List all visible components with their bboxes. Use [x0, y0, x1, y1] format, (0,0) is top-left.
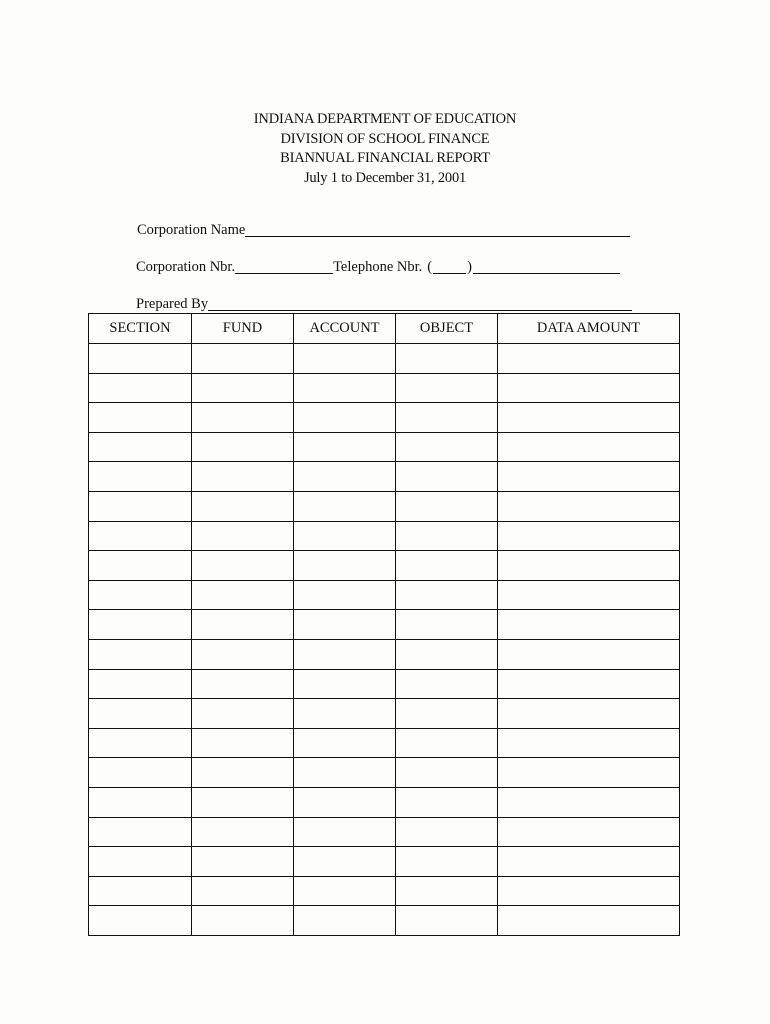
table-cell-data-amount[interactable]: [498, 639, 680, 669]
table-cell-account[interactable]: [294, 847, 396, 877]
table-cell-fund[interactable]: [192, 906, 294, 936]
table-cell-object[interactable]: [396, 521, 498, 551]
table-row: [89, 669, 680, 699]
table-cell-object[interactable]: [396, 639, 498, 669]
table-cell-data-amount[interactable]: [498, 876, 680, 906]
table-row: [89, 551, 680, 581]
table-cell-account[interactable]: [294, 521, 396, 551]
prepared-by-label: Prepared By: [136, 296, 209, 312]
table-cell-object[interactable]: [396, 344, 498, 374]
table-cell-fund[interactable]: [192, 728, 294, 758]
table-cell-account[interactable]: [294, 580, 396, 610]
table-cell-data-amount[interactable]: [498, 758, 680, 788]
table-cell-account[interactable]: [294, 699, 396, 729]
table-cell-object[interactable]: [396, 669, 498, 699]
table-cell-account[interactable]: [294, 373, 396, 403]
table-cell-object[interactable]: [396, 758, 498, 788]
table-cell-fund[interactable]: [192, 847, 294, 877]
table-cell-fund[interactable]: [192, 551, 294, 581]
table-cell-section[interactable]: [89, 521, 192, 551]
header-department: INDIANA DEPARTMENT OF EDUCATION: [253, 111, 517, 127]
column-header-object: OBJECT: [396, 314, 498, 344]
table-row: [89, 344, 680, 374]
table-row: [89, 906, 680, 936]
table-cell-data-amount[interactable]: [498, 610, 680, 640]
table-cell-account[interactable]: [294, 432, 396, 462]
table-cell-account[interactable]: [294, 344, 396, 374]
telephone-open-paren: (: [427, 259, 433, 275]
table-cell-object[interactable]: [396, 876, 498, 906]
table-cell-section[interactable]: [89, 639, 192, 669]
report-table-body: [89, 344, 680, 936]
table-cell-data-amount[interactable]: [498, 432, 680, 462]
table-cell-account[interactable]: [294, 491, 396, 521]
table-cell-object[interactable]: [396, 906, 498, 936]
table-cell-object[interactable]: [396, 551, 498, 581]
table-row: [89, 876, 680, 906]
table-cell-object[interactable]: [396, 491, 498, 521]
table-cell-account[interactable]: [294, 728, 396, 758]
table-row: [89, 373, 680, 403]
table-cell-section[interactable]: [89, 758, 192, 788]
table-cell-fund[interactable]: [192, 610, 294, 640]
table-cell-data-amount[interactable]: [498, 462, 680, 492]
telephone-close-paren: ): [467, 259, 472, 275]
table-row: [89, 403, 680, 433]
prepared-by-blank[interactable]: [208, 296, 632, 311]
table-cell-section[interactable]: [89, 491, 192, 521]
table-cell-data-amount[interactable]: [498, 817, 680, 847]
table-cell-object[interactable]: [396, 787, 498, 817]
table-cell-section[interactable]: [89, 551, 192, 581]
table-cell-data-amount[interactable]: [498, 344, 680, 374]
table-cell-fund[interactable]: [192, 521, 294, 551]
telephone-label: Telephone Nbr.: [333, 259, 423, 275]
table-cell-account[interactable]: [294, 639, 396, 669]
table-cell-fund[interactable]: [192, 432, 294, 462]
table-row: [89, 639, 680, 669]
table-row: [89, 847, 680, 877]
table-cell-account[interactable]: [294, 758, 396, 788]
table-cell-section[interactable]: [89, 610, 192, 640]
table-cell-section[interactable]: [89, 787, 192, 817]
table-row: [89, 699, 680, 729]
table-cell-data-amount[interactable]: [498, 669, 680, 699]
header-division: DIVISION OF SCHOOL FINANCE: [280, 130, 490, 147]
table-cell-account[interactable]: [294, 669, 396, 699]
table-cell-account[interactable]: [294, 462, 396, 492]
table-row: [89, 432, 680, 462]
table-cell-fund[interactable]: [192, 403, 294, 433]
table-cell-section[interactable]: [89, 876, 192, 906]
table-cell-object[interactable]: [396, 580, 498, 610]
corporation-nbr-row: [136, 259, 620, 276]
table-header-row: [89, 314, 680, 344]
table-cell-object[interactable]: [396, 699, 498, 729]
report-header: [0, 110, 770, 188]
table-cell-data-amount[interactable]: [498, 403, 680, 433]
table-cell-data-amount[interactable]: [498, 906, 680, 936]
table-cell-section[interactable]: [89, 728, 192, 758]
table-cell-data-amount[interactable]: [498, 521, 680, 551]
table-cell-fund[interactable]: [192, 373, 294, 403]
table-row: [89, 610, 680, 640]
table-cell-account[interactable]: [294, 817, 396, 847]
table-cell-fund[interactable]: [192, 758, 294, 788]
table-cell-section[interactable]: [89, 817, 192, 847]
table-cell-section[interactable]: [89, 906, 192, 936]
table-cell-fund[interactable]: [192, 817, 294, 847]
telephone-area-code-blank[interactable]: [433, 259, 466, 274]
table-cell-section[interactable]: [89, 373, 192, 403]
table-cell-fund[interactable]: [192, 669, 294, 699]
table-cell-object[interactable]: [396, 373, 498, 403]
table-cell-fund[interactable]: [192, 787, 294, 817]
prepared-by-field: [136, 296, 632, 313]
table-cell-object[interactable]: [396, 728, 498, 758]
table-cell-object[interactable]: [396, 817, 498, 847]
table-row: [89, 521, 680, 551]
corporation-name-blank[interactable]: [245, 222, 630, 237]
table-cell-fund[interactable]: [192, 344, 294, 374]
corporation-nbr-blank[interactable]: [235, 259, 333, 274]
table-cell-data-amount[interactable]: [498, 787, 680, 817]
table-cell-section[interactable]: [89, 462, 192, 492]
header-report-title: BIANNUAL FINANCIAL REPORT: [280, 150, 490, 166]
table-cell-data-amount[interactable]: [498, 491, 680, 521]
table-cell-section[interactable]: [89, 432, 192, 462]
table-cell-data-amount[interactable]: [498, 699, 680, 729]
table-cell-object[interactable]: [396, 403, 498, 433]
table-cell-fund[interactable]: [192, 876, 294, 906]
table-cell-data-amount[interactable]: [498, 728, 680, 758]
table-cell-section[interactable]: [89, 580, 192, 610]
table-cell-section[interactable]: [89, 699, 192, 729]
table-cell-section[interactable]: [89, 403, 192, 433]
column-header-account: ACCOUNT: [294, 314, 396, 344]
telephone-number-blank[interactable]: [473, 259, 620, 274]
table-cell-data-amount[interactable]: [498, 551, 680, 581]
table-cell-account[interactable]: [294, 551, 396, 581]
table-cell-account[interactable]: [294, 787, 396, 817]
table-cell-section[interactable]: [89, 847, 192, 877]
table-row: [89, 758, 680, 788]
table-cell-object[interactable]: [396, 610, 498, 640]
table-row: [89, 491, 680, 521]
table-cell-section[interactable]: [89, 669, 192, 699]
table-cell-section[interactable]: [89, 344, 192, 374]
column-header-data-amount: DATA AMOUNT: [498, 314, 680, 344]
header-period: July 1 to December 31, 2001: [303, 169, 467, 186]
report-table: [88, 313, 680, 936]
column-header-fund: FUND: [192, 314, 294, 344]
corporation-name-field: [137, 222, 630, 239]
table-cell-data-amount[interactable]: [498, 373, 680, 403]
corporation-nbr-label: Corporation Nbr.: [136, 259, 236, 275]
corporation-name-label: Corporation Name: [137, 222, 246, 238]
table-cell-account[interactable]: [294, 906, 396, 936]
table-row: [89, 462, 680, 492]
table-row: [89, 728, 680, 758]
table-cell-account[interactable]: [294, 610, 396, 640]
table-cell-object[interactable]: [396, 847, 498, 877]
table-cell-account[interactable]: [294, 403, 396, 433]
table-cell-account[interactable]: [294, 876, 396, 906]
table-row: [89, 787, 680, 817]
table-cell-data-amount[interactable]: [498, 580, 680, 610]
table-row: [89, 580, 680, 610]
column-header-section: SECTION: [89, 314, 192, 344]
table-cell-fund[interactable]: [192, 639, 294, 669]
table-cell-data-amount[interactable]: [498, 847, 680, 877]
table-cell-object[interactable]: [396, 432, 498, 462]
table-cell-object[interactable]: [396, 462, 498, 492]
table-row: [89, 817, 680, 847]
table-cell-fund[interactable]: [192, 580, 294, 610]
table-cell-fund[interactable]: [192, 491, 294, 521]
table-cell-fund[interactable]: [192, 699, 294, 729]
table-cell-fund[interactable]: [192, 462, 294, 492]
